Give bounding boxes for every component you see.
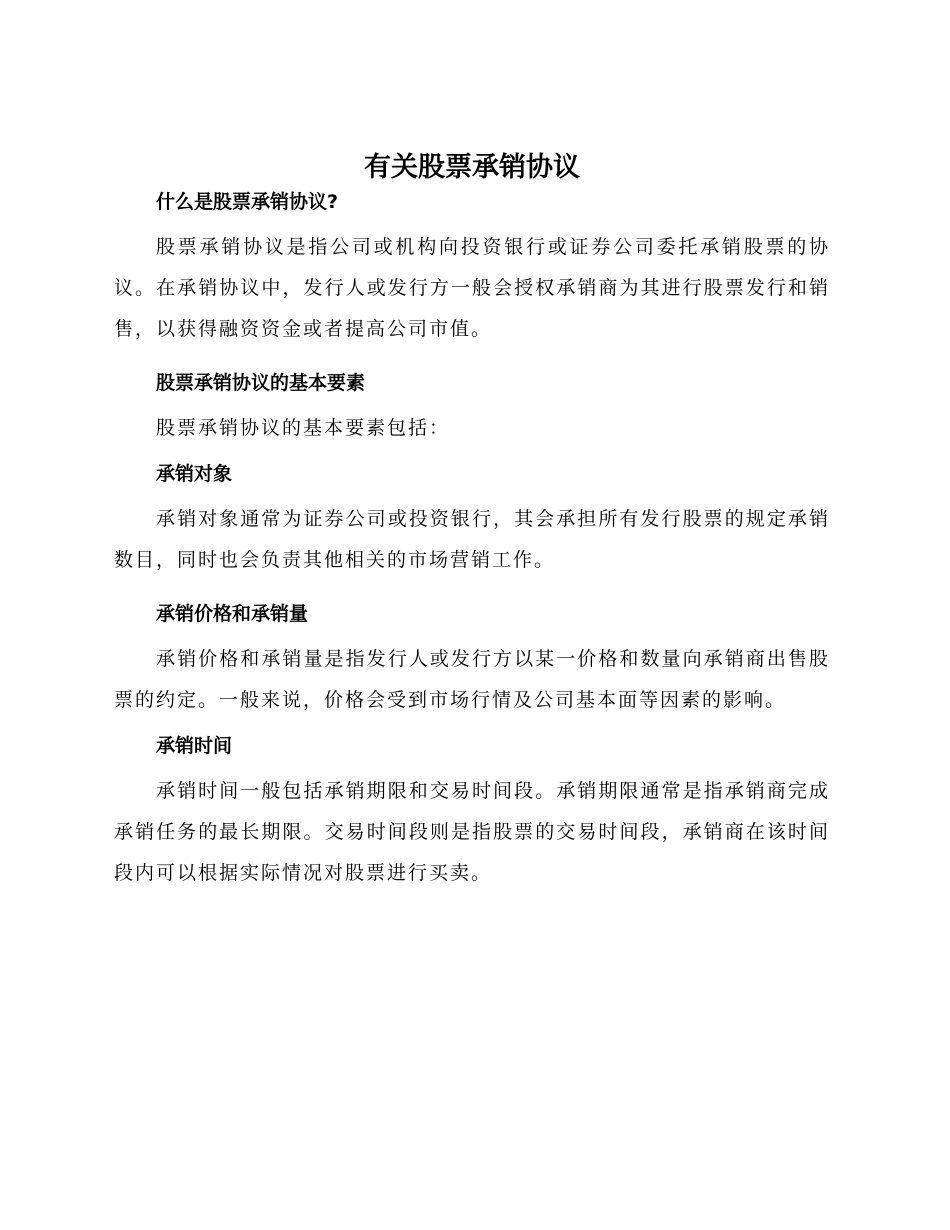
section-paragraph: 承销时间一般包括承销期限和交易时间段。承销期限通常是指承销商完成承销任务的最长期限。交易时间段则是指股票的交易时间段，承销商在该时间段内可以根据实际情况对股票进行买卖。 — [114, 780, 830, 884]
section-heading: 承销价格和承销量 — [156, 603, 309, 625]
section-heading: 什么是股票承销协议? — [156, 191, 339, 213]
section-heading: 承销时间 — [156, 735, 233, 757]
section-paragraph: 承销对象通常为证券公司或投资银行，其会承担所有发行股票的规定承销数目，同时也会负责其他相关的市场营销工作。 — [114, 508, 830, 571]
document-body — [114, 148, 830, 894]
section-heading: 承销对象 — [156, 463, 233, 485]
section-paragraph: 承销价格和承销量是指发行人或发行方以某一价格和数量向承销商出售股票的约定。一般来说，价格会受到市场行情及公司基本面等因素的影响。 — [114, 648, 830, 711]
document-title: 有关股票承销协议 — [364, 152, 580, 183]
section-paragraph: 股票承销协议是指公司或机构向投资银行或证券公司委托承销股票的协议。在承销协议中，发行人或发行方一般会授权承销商为其进行股票发行和销售，以获得融资资金或者提高公司市值。 — [114, 236, 830, 340]
section-paragraph: 股票承销协议的基本要素包括： — [156, 417, 451, 439]
section-heading: 股票承销协议的基本要素 — [156, 372, 366, 394]
